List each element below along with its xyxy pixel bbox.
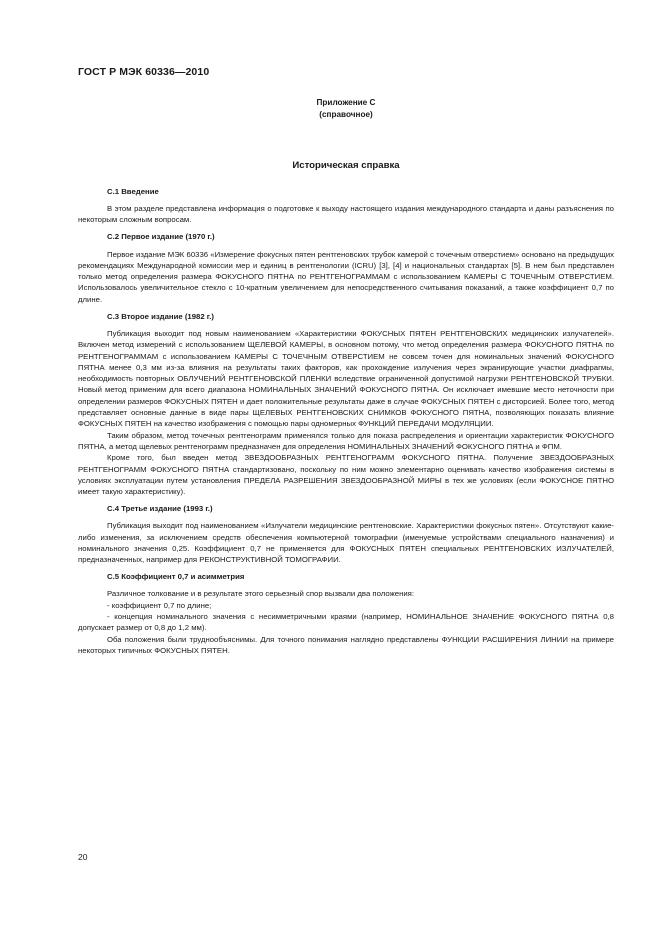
paragraph: Первое издание МЭК 60336 «Измерение фокусных пятен рентгеновских трубок камерой с точечным отверстием» основано на предыдущих рекомендациях Международной комиссии мер и единиц в рентгенологии (ICRU) [3], [4] и национальных стандартах [5]. В нем был представлен только метод определения размера ФОКУСНОГО ПЯТНА по РЕНТГЕНОГРАММАМ с использованием КАМЕРЫ С ТОЧЕЧНЫМ ОТВЕРСТИЕМ. Использовалось увеличительное стекло с 10-кратным увеличением для непосредственного считывания показаний, а также коэффициент 0,7 по длине.	[78, 249, 614, 304]
annex-heading	[78, 97, 614, 121]
annex-type: (справочное)	[319, 110, 373, 119]
annex-label: Приложение С	[316, 98, 376, 107]
paragraph: Оба положения были труднообъяснимы. Для точного понимания наглядно представлены ФУНКЦИИ РАСШИРЕНИЯ ЛИНИИ на примере некоторых типичных ФОКУСНЫХ ПЯТЕН.	[78, 634, 614, 655]
paragraph: Кроме того, был введен метод ЗВЕЗДООБРАЗНЫХ РЕНТГЕНОГРАММ ФОКУСНОГО ПЯТНА. Получение ЗВЕЗДООБРАЗНЫХ РЕНТГЕНОГРАММ ФОКУСНОГО ПЯТНА стандартизовано, поскольку по ним можно элементарно оценивать качество изображения системы в условиях эксплуатации путем установления ПРЕДЕЛА РАЗРЕШЕНИЯ ЗВЕЗДООБРАЗНОЙ МИРЫ в тех же условиях (если ФОКУСНОЕ ПЯТНО имеет такую характеристику).	[78, 453, 614, 497]
section-heading: С.1 Введение	[107, 187, 159, 196]
paragraph: Таким образом, метод точечных рентгенограмм применялся только для показа распределения и ориентации характеристик ФОКУСНОГО ПЯТНА, а метод щелевых рентгенограмм предназначен для определения НОМИНАЛЬНЫХ ЗНАЧЕНИЙ ФОКУСНОГО ПЯТНА и ФПМ.	[78, 430, 614, 451]
page-title: Историческая справка	[292, 160, 400, 171]
document-body	[78, 186, 614, 656]
section-heading: С.4 Третье издание (1993 г.)	[107, 504, 213, 514]
section-heading: С.3 Второе издание (1982 г.)	[107, 311, 214, 321]
paragraph: Публикация выходит под наименованием «Излучатели медицинские рентгеновские. Характеристики фокусных пятен». Отсутствуют какие-либо изменения, за исключением средств обеспечения компьютерной томографии (именуемые устройствами специального назначения) и номинального значения 0,25. Коэффициент 0,7 не применяется для ФОКУСНЫХ ПЯТЕН специальных РЕНТГЕНОВСКИХ ИЗЛУЧАТЕЛЕЙ, предназначенных, например для РЕКОНСТРУКТИВНОЙ ТОМОГРАФИИ.	[78, 521, 614, 565]
page-number: 20	[78, 852, 88, 862]
list-item: - концепция номинального значения с несимметричными краями (например, НОМИНАЛЬНОЕ ЗНАЧЕНИЕ ФОКУСНОГО ПЯТНА 0,8 допускает размер от 0,8 до 1,2 мм).	[78, 611, 614, 633]
list-item: - коэффициент 0,7 по длине;	[107, 600, 212, 610]
paragraph: Различное толкование и в результате этого серьезный спор вызвали два положения:	[107, 589, 415, 599]
paragraph: Публикация выходит под новым наименованием «Характеристики ФОКУСНЫХ ПЯТЕН РЕНТГЕНОВСКИХ медицинских излучателей». Включен метод измерений с использованием ЩЕЛЕВОЙ КАМЕРЫ, в основном потому, что метод определения размера ФОКУСНОГО ПЯТНА по РЕНТГЕНОГРАММАМ с использованием КАМЕРЫ С ТОЧЕЧНЫМ ОТВЕРСТИЕМ не совсем точен для номинальных значений ФОКУСНОГО ПЯТНА менее 0,3 мм из-за влияния на результаты таких факторов, как прохождение излучения через экранирующие участки диафрагмы, необходимость повторных ОБЛУЧЕНИЙ РЕНТГЕНОВСКОЙ ПЛЕНКИ вследствие ограниченной допустимой нагрузки РЕНТГЕНОВСКОЙ ТРУБКИ. Новый метод применим для всего диапазона НОМИНАЛЬНЫХ ЗНАЧЕНИЙ ФОКУСНОГО ПЯТНА. Он исключает имевшие место неточности при определении размеров ФОКУСНЫХ ПЯТЕН и дает положительные результаты даже в случае ФОКУСНЫХ ПЯТЕН с дисторсией. Более того, метод представляет основные данные в виде пары ЩЕЛЕВЫХ РЕНТГЕНОВСКИХ СНИМКОВ ФОКУСНОГО ПЯТНА, позволяющих показать влияние ФОКУСНЫХ ПЯТЕН на качество изображения с помощью пары одномерных ФУНКЦИЙ ПЕРЕДАЧИ МОДУЛЯЦИИ.	[78, 328, 614, 429]
document-id: ГОСТ Р МЭК 60336—2010	[78, 66, 210, 78]
paragraph: В этом разделе представлена информация о подготовке к выходу настоящего издания международного стандарта и даны разъяснения по некоторым сложным вопросам.	[78, 204, 614, 225]
section-heading: С.2 Первое издание (1970 г.)	[107, 232, 215, 242]
section-heading: С.5 Коэффициент 0,7 и асимметрия	[107, 572, 245, 582]
